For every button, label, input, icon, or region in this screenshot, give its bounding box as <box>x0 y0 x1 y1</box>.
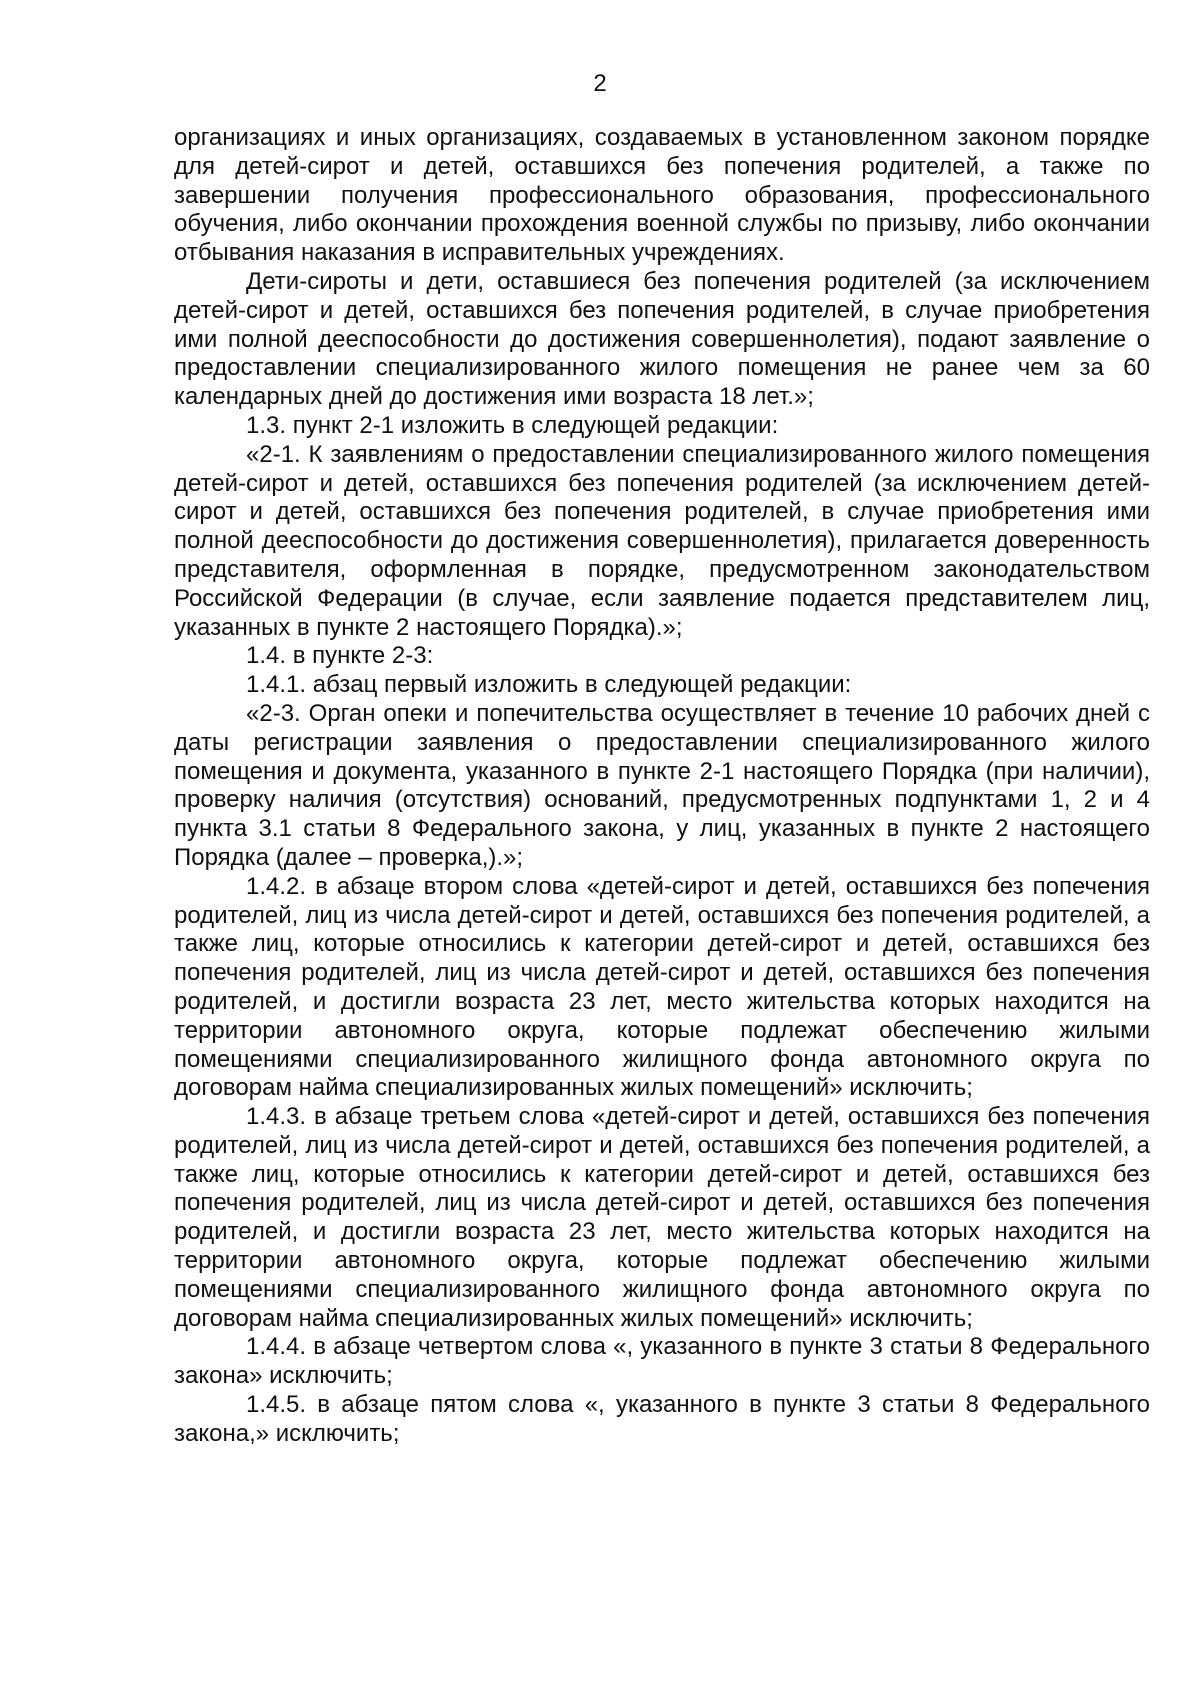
document-body <box>174 124 1150 1449</box>
paragraph-item-1-4-1: 1.4.1. абзац первый изложить в следующей редакции: <box>246 671 852 699</box>
page-number: 2 <box>593 70 607 97</box>
paragraph-item-1-4-2: 1.4.2. в абзаце втором слова «детей-сирот и детей, оставшихся без попечения родителей, лиц из числа детей-сирот и детей, оставшихся без попечения родителей, а также лиц, которые относились к категории детей-сирот и детей, оставшихся без попечения родителей, лиц из числа детей-сирот и детей, оставшихся без попечения родителей, и достигли возраста 23 лет, место жительства которых находится на территории автономного округа, которые подлежат обеспечению жилыми помещениями специализированного жилищного фонда автономного округа по договорам найма специализированных жилых помещений» исключить; <box>174 872 1150 1102</box>
paragraph-continuation: организациях и иных организациях, создаваемых в установленном законом порядке для детей-сирот и детей, оставшихся без попечения родителей, а также по завершении получения профессионального образования, профессионального обучения, либо окончании прохождения военной службы по призыву, либо окончании отбывания наказания в исправительных учреждениях. <box>174 124 1150 267</box>
paragraph-item-1-4-5: 1.4.5. в абзаце пятом слова «, указанного в пункте 3 статьи 8 Федерального закона,» исключить; <box>174 1391 1150 1447</box>
paragraph-item-1-4-3: 1.4.3. в абзаце третьем слова «детей-сирот и детей, оставшихся без попечения родителей, лиц из числа детей-сирот и детей, оставшихся без попечения родителей, а также лиц, которые относились к категории детей-сирот и детей, оставшихся без попечения родителей, лиц из числа детей-сирот и детей, оставшихся без попечения родителей, и достигли возраста 23 лет, место жительства которых находится на территории автономного округа, которые подлежат обеспечению жилыми помещениями специализированного жилищного фонда автономного округа по договорам найма специализированных жилых помещений» исключить; <box>174 1103 1150 1332</box>
paragraph-item-1-4-4: 1.4.4. в абзаце четвертом слова «, указанного в пункте 3 статьи 8 Федерального закона» исключить; <box>174 1333 1150 1390</box>
paragraph-item-1-4: 1.4. в пункте 2-3: <box>246 642 434 670</box>
paragraph-orphans-application-deadline: Дети-сироты и дети, оставшиеся без попечения родителей (за исключением детей-сирот и детей, оставшихся без попечения родителей, в случае приобретения ими полной дееспособности до достижения совершеннолетия), подают заявление о предоставлении специализированного жилого помещения не ранее чем за 60 календарных дней до достижения ими возраста 18 лет.»; <box>174 267 1150 411</box>
paragraph-clause-2-3: «2-3. Орган опеки и попечительства осуществляет в течение 10 рабочих дней с даты регистрации заявления о предоставлении специализированного жилого помещения и документа, указанного в пункте 2-1 настоящего Порядка (при наличии), проверку наличия (отсутствия) оснований, предусмотренных подпунктами 1, 2 и 4 пункта 3.1 статьи 8 Федерального закона, у лиц, указанных в пункте 2 настоящего Порядка (далее – проверка,).»; <box>174 699 1150 871</box>
paragraph-clause-2-1: «2-1. К заявлениям о предоставлении специализированного жилого помещения детей-сирот и детей, оставшихся без попечения родителей (за исключением детей-сирот и детей, оставшихся без попечения родителей, в случае приобретения ими полной дееспособности до достижения совершеннолетия), прилагается доверенность представителя, оформленная в порядке, предусмотренном законодательством Российской Федерации (в случае, если заявление подается представителем лиц, указанных в пункте 2 настоящего Порядка).»; <box>174 440 1150 641</box>
paragraph-item-1-3: 1.3. пункт 2-1 изложить в следующей редакции: <box>246 411 779 439</box>
